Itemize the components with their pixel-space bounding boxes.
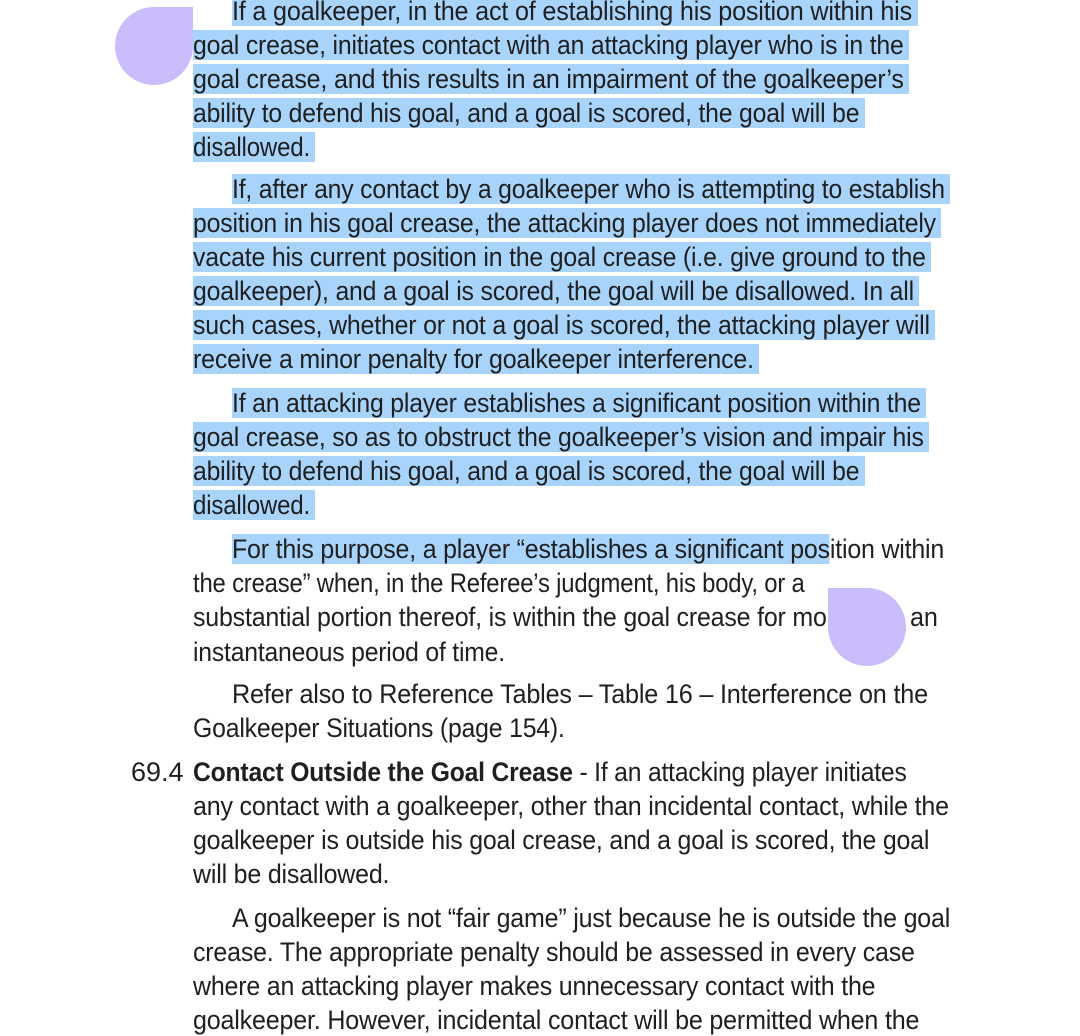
selected-text: such cases, whether or not a goal is scored, the attacking player will: [193, 310, 935, 340]
text-line: [193, 455, 865, 487]
selected-text: ability to defend his goal, and a goal is scored, the goal will be: [193, 98, 865, 128]
selected-text: If, after any contact by a goalkeeper who is attempting to establish: [232, 174, 950, 204]
selected-text: goal crease, so as to obstruct the goalkeeper’s vision and impair his: [193, 422, 929, 452]
text-line: [193, 29, 909, 61]
paragraph-text: the crease” when, in the Referee’s judgment, his body, or a: [193, 568, 805, 598]
selected-text: goal crease, and this results in an impairment of the goalkeeper’s: [193, 64, 909, 94]
paragraph-text: crease. The appropriate penalty should be assessed in every case: [193, 937, 915, 967]
text-line: [193, 824, 929, 856]
paragraph-text: A goalkeeper is not “fair game” just because he is outside the goal: [232, 903, 951, 933]
text-line: [193, 756, 907, 788]
paragraph-text: where an attacking player makes unnecessary contact with the: [193, 971, 876, 1001]
selected-text: If an attacking player establishes a significant position within the: [232, 388, 926, 418]
section-number: 69.4: [131, 757, 184, 787]
text-line: [193, 858, 389, 890]
text-line: [232, 533, 944, 565]
selected-text: receive a minor penalty for goalkeeper interference.: [193, 344, 759, 374]
text-line: [193, 970, 875, 1002]
text-line: [193, 636, 505, 668]
text-line: [193, 131, 315, 163]
text-line: [193, 567, 805, 599]
selected-text: disallowed.: [193, 490, 315, 520]
paragraph-text: any contact with a goalkeeper, other than incidental contact, while the: [193, 791, 949, 821]
text-line: [232, 902, 950, 934]
text-line: [193, 343, 759, 375]
text-line: [232, 0, 918, 27]
paragraph-text: will be disallowed.: [193, 859, 390, 889]
text-line: [910, 601, 938, 633]
text-line: [232, 173, 950, 205]
selected-text: For this purpose, a player “establishes a significant pos: [232, 534, 830, 564]
paragraph-text: an: [910, 602, 938, 632]
selected-text: ability to defend his goal, and a goal is scored, the goal will be: [193, 456, 865, 486]
selection-end-handle[interactable]: [828, 588, 906, 666]
selected-text: goalkeeper), and a goal is scored, the goal will be disallowed. In all: [193, 276, 919, 306]
paragraph-text: goalkeeper is outside his goal crease, and a goal is scored, the goal: [193, 825, 930, 855]
selection-start-handle[interactable]: [115, 7, 193, 85]
unselected-text: ition within: [829, 534, 945, 564]
paragraph-text: instantaneous period of time.: [193, 637, 505, 667]
paragraph-text: goalkeeper. However, incidental contact will be permitted when the: [193, 1005, 920, 1035]
text-line: [193, 275, 919, 307]
selected-text: vacate his current position in the goal crease (i.e. give ground to the: [193, 242, 931, 272]
text-line: [193, 309, 935, 341]
text-line: [193, 1004, 919, 1036]
selected-text: goal crease, initiates contact with an attacking player who is in the: [193, 30, 909, 60]
text-line: [193, 489, 315, 521]
text-line: [193, 790, 949, 822]
text-line: [193, 936, 915, 968]
text-line: [232, 678, 928, 710]
paragraph-text: substantial portion thereof, is within the goal crease for mo: [193, 602, 827, 632]
text-line: [193, 421, 929, 453]
paragraph-text: Refer also to Reference Tables – Table 16 – Interference on the: [232, 679, 928, 709]
text-line: [193, 712, 565, 744]
selected-text: disallowed.: [193, 132, 315, 162]
text-line: [193, 97, 865, 129]
selected-text: position in his goal crease, the attacking player does not immediately: [193, 208, 941, 238]
text-line: [193, 601, 827, 633]
text-line: [193, 207, 941, 239]
text-line: [232, 387, 926, 419]
section-heading: Contact Outside the Goal Crease: [193, 757, 573, 787]
text-line: [193, 241, 931, 273]
text-line: [193, 63, 909, 95]
paragraph-text: Goalkeeper Situations (page 154).: [193, 713, 565, 743]
selected-text: If a goalkeeper, in the act of establishing his position within his: [232, 0, 918, 26]
section-body-text: - If an attacking player initiates: [572, 757, 907, 787]
